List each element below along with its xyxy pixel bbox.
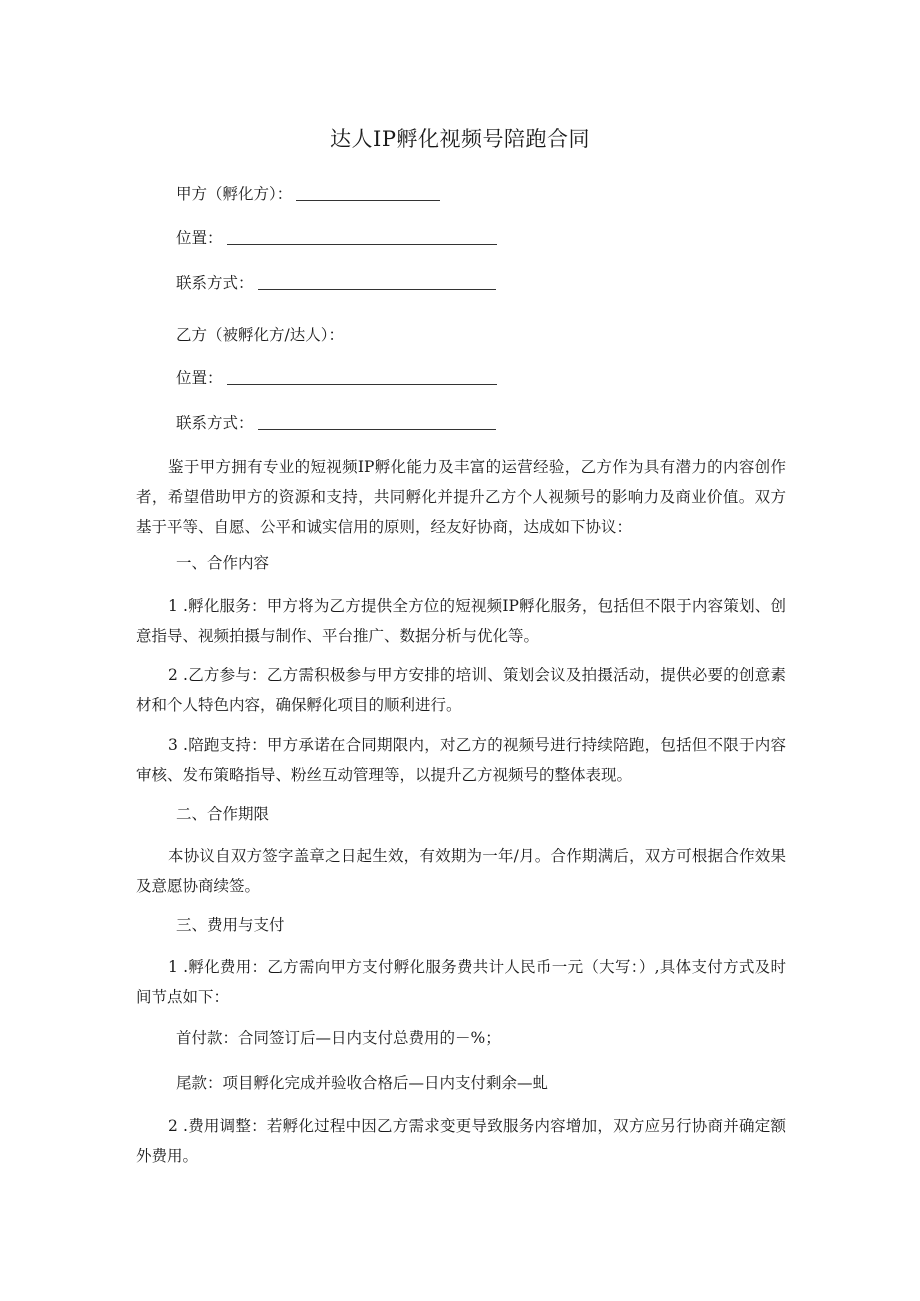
party-a-name-blank [296, 185, 440, 201]
party-b-contact-label: 联系方式： [176, 414, 254, 432]
party-b-contact-line [176, 412, 496, 434]
section-1-item-2: 2 .乙方参与：乙方需积极参与甲方安排的培训、策划会议及拍摄活动，提供必要的创意素材和个人特色内容，确保孵化项目的顺利进行。 [136, 666, 786, 714]
party-a-location-blank [227, 229, 497, 245]
first-payment-line: 首付款：合同签订后—日内支付总费用的－%； [176, 1029, 501, 1047]
party-a-contact-blank [258, 274, 496, 290]
section-2-heading: 二、合作期限 [176, 805, 270, 823]
section-2-text: 本协议自双方签字盖章之日起生效，有效期为一年/月。合作期满后，双方可根据合作效果及意愿协商续签。 [136, 847, 786, 895]
contract-title: 达人IP孵化视频号陪跑合同 [330, 127, 590, 151]
party-a-location-line [176, 227, 497, 249]
party-a-contact-label: 联系方式： [176, 274, 254, 292]
party-b-label: 乙方（被孵化方/达人）： [176, 326, 344, 344]
party-b-contact-blank [258, 414, 496, 430]
party-a-location-label: 位置： [176, 229, 223, 247]
section-3-item-1: 1 .孵化费用：乙方需向甲方支付孵化服务费共计人民币一元（大写：）,具体支付方式及时间节点如下： [136, 958, 786, 1006]
party-a-contact-line [176, 272, 496, 294]
party-b-location-blank [227, 369, 497, 385]
party-b-location-label: 位置： [176, 369, 223, 387]
party-b-line [176, 324, 344, 346]
preamble-paragraph: 鉴于甲方拥有专业的短视频IP孵化能力及丰富的运营经验，乙方作为具有潜力的内容创作者，希望借助甲方的资源和支持，共同孵化并提升乙方个人视频号的影响力及商业价值。双方基于平等、自愿、公平和诚实信用的原则，经友好协商，达成如下协议： [136, 458, 786, 536]
final-payment-line: 尾款：项目孵化完成并验收合格后—日内支付剩余—虬 [176, 1074, 549, 1092]
party-a-line [176, 183, 440, 205]
section-3-heading: 三、费用与支付 [176, 916, 285, 934]
party-b-location-line [176, 367, 497, 389]
party-a-label: 甲方（孵化方）： [176, 185, 293, 203]
section-3-item-2: 2 .费用调整：若孵化过程中因乙方需求变更导致服务内容增加，双方应另行协商并确定额外费用。 [136, 1117, 786, 1165]
section-1-item-1: 1 .孵化服务：甲方将为乙方提供全方位的短视频IP孵化服务，包括但不限于内容策划、创意指导、视频拍摄与制作、平台推广、数据分析与优化等。 [136, 597, 786, 645]
section-1-heading: 一、合作内容 [176, 554, 270, 572]
section-1-item-3: 3 .陪跑支持：甲方承诺在合同期限内，对乙方的视频号进行持续陪跑，包括但不限于内容审核、发布策略指导、粉丝互动管理等，以提升乙方视频号的整体表现。 [136, 736, 786, 784]
